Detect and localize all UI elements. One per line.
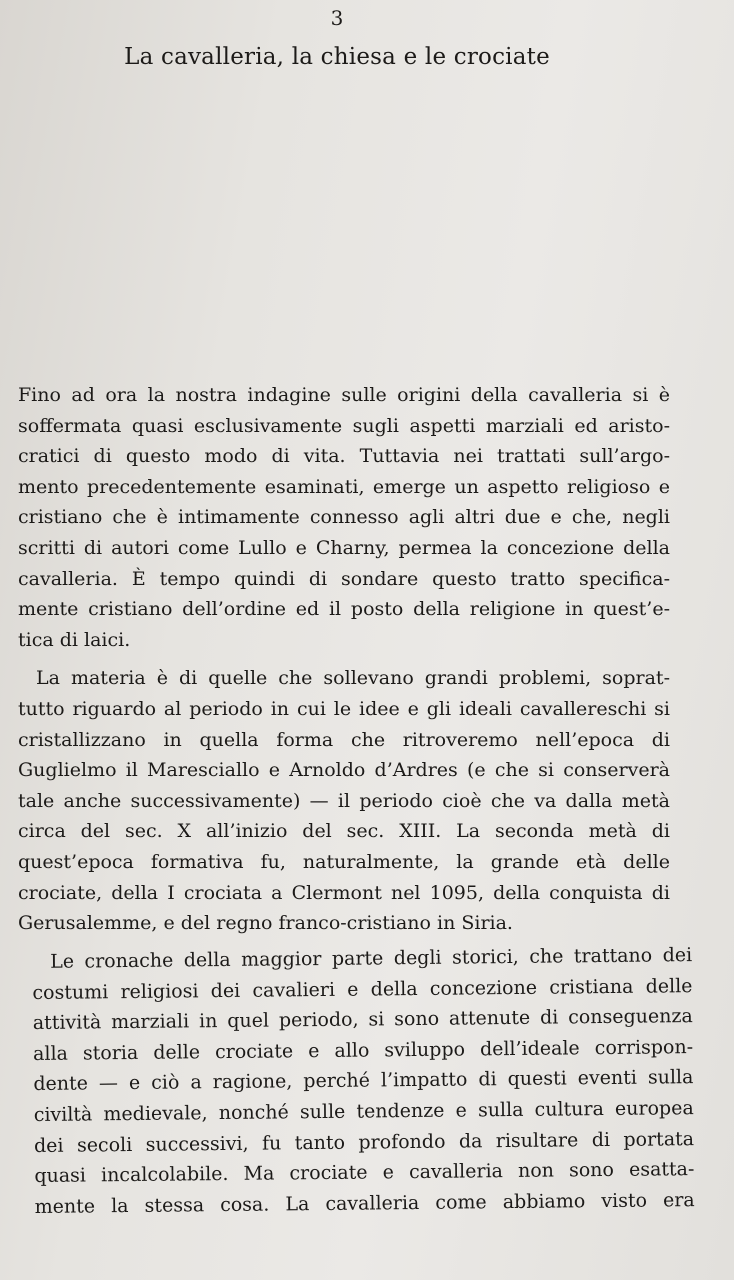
text-line: crociate, della I crociata a Clermont nel 1095, della conquista di <box>18 881 670 904</box>
text-line: Gerusalemme, e del regno franco-cristiano in Siria. <box>18 912 513 935</box>
chapter-number: 3 <box>330 6 344 30</box>
text-line: dei secoli successivi, fu tanto profondo da risultare di portata <box>33 1127 695 1157</box>
text-line: costumi religiosi dei cavalieri e della concezione cristiana delle <box>32 974 693 1004</box>
chapter-title: La cavalleria, la chiesa e le crociate <box>124 44 550 70</box>
text-line: tutto riguardo al periodo in cui le idee e gli ideali cavallereschi si <box>18 697 670 720</box>
text-line: scritti di autori come Lullo e Charny, permea la concezione della <box>18 536 670 559</box>
text-line: alla storia delle crociate e allo sviluppo dell’ideale corrispon- <box>33 1035 694 1065</box>
text-line: Fino ad ora la nostra indagine sulle origini della cavalleria si è <box>18 384 670 406</box>
text-line: quasi incalcolabile. Ma crociate e cavalleria non sono esatta- <box>34 1157 695 1187</box>
paragraph-1 <box>18 380 670 655</box>
text-line: attività marziali in quel periodo, si sono attenute di conseguenza <box>32 1004 693 1034</box>
text-line: soffermata quasi esclusivamente sugli aspetti marziali ed aristo- <box>18 414 670 437</box>
text-line: dente — e ciò a ragione, perché l’impatto di questi eventi sulla <box>33 1066 694 1096</box>
text-line: mente la stessa cosa. La cavalleria come abbiamo visto era <box>34 1188 695 1218</box>
text-line: mente cristiano dell’ordine ed il posto della religione in quest’e- <box>18 598 670 621</box>
text-line: La materia è di quelle che sollevano grandi problemi, soprat- <box>36 667 670 690</box>
text-line: cristiano che è intimamente connesso agli altri due e che, negli <box>18 506 670 529</box>
text-line: tica di laici. <box>18 628 131 651</box>
paragraph-2 <box>18 663 670 938</box>
text-line: circa del sec. X all’inizio del sec. XIII. La seconda metà di <box>18 820 670 843</box>
paragraph-3 <box>32 940 695 1222</box>
text-line: quest’epoca formativa fu, naturalmente, la grande età delle <box>18 850 670 873</box>
text-line: mento precedentemente esaminati, emerge un aspetto religioso e <box>18 475 670 498</box>
text-line: cristallizzano in quella forma che ritroveremo nell’epoca di <box>18 728 670 751</box>
text-line: civiltà medievale, nonché sulle tendenze e sulla cultura europea <box>33 1096 694 1126</box>
text-line: cratici di questo modo di vita. Tuttavia nei trattati sull’argo- <box>18 445 670 468</box>
text-line: tale anche successivamente) — il periodo cioè che va dalla metà <box>18 789 670 812</box>
text-line: cavalleria. È tempo quindi di sondare questo tratto specifica- <box>18 567 670 590</box>
text-line: Guglielmo il Maresciallo e Arnoldo d’Ardres (e che si conserverà <box>18 759 670 782</box>
body-text <box>18 380 695 1230</box>
text-line: Le cronache della maggior parte degli storici, che trattano dei <box>50 943 693 973</box>
